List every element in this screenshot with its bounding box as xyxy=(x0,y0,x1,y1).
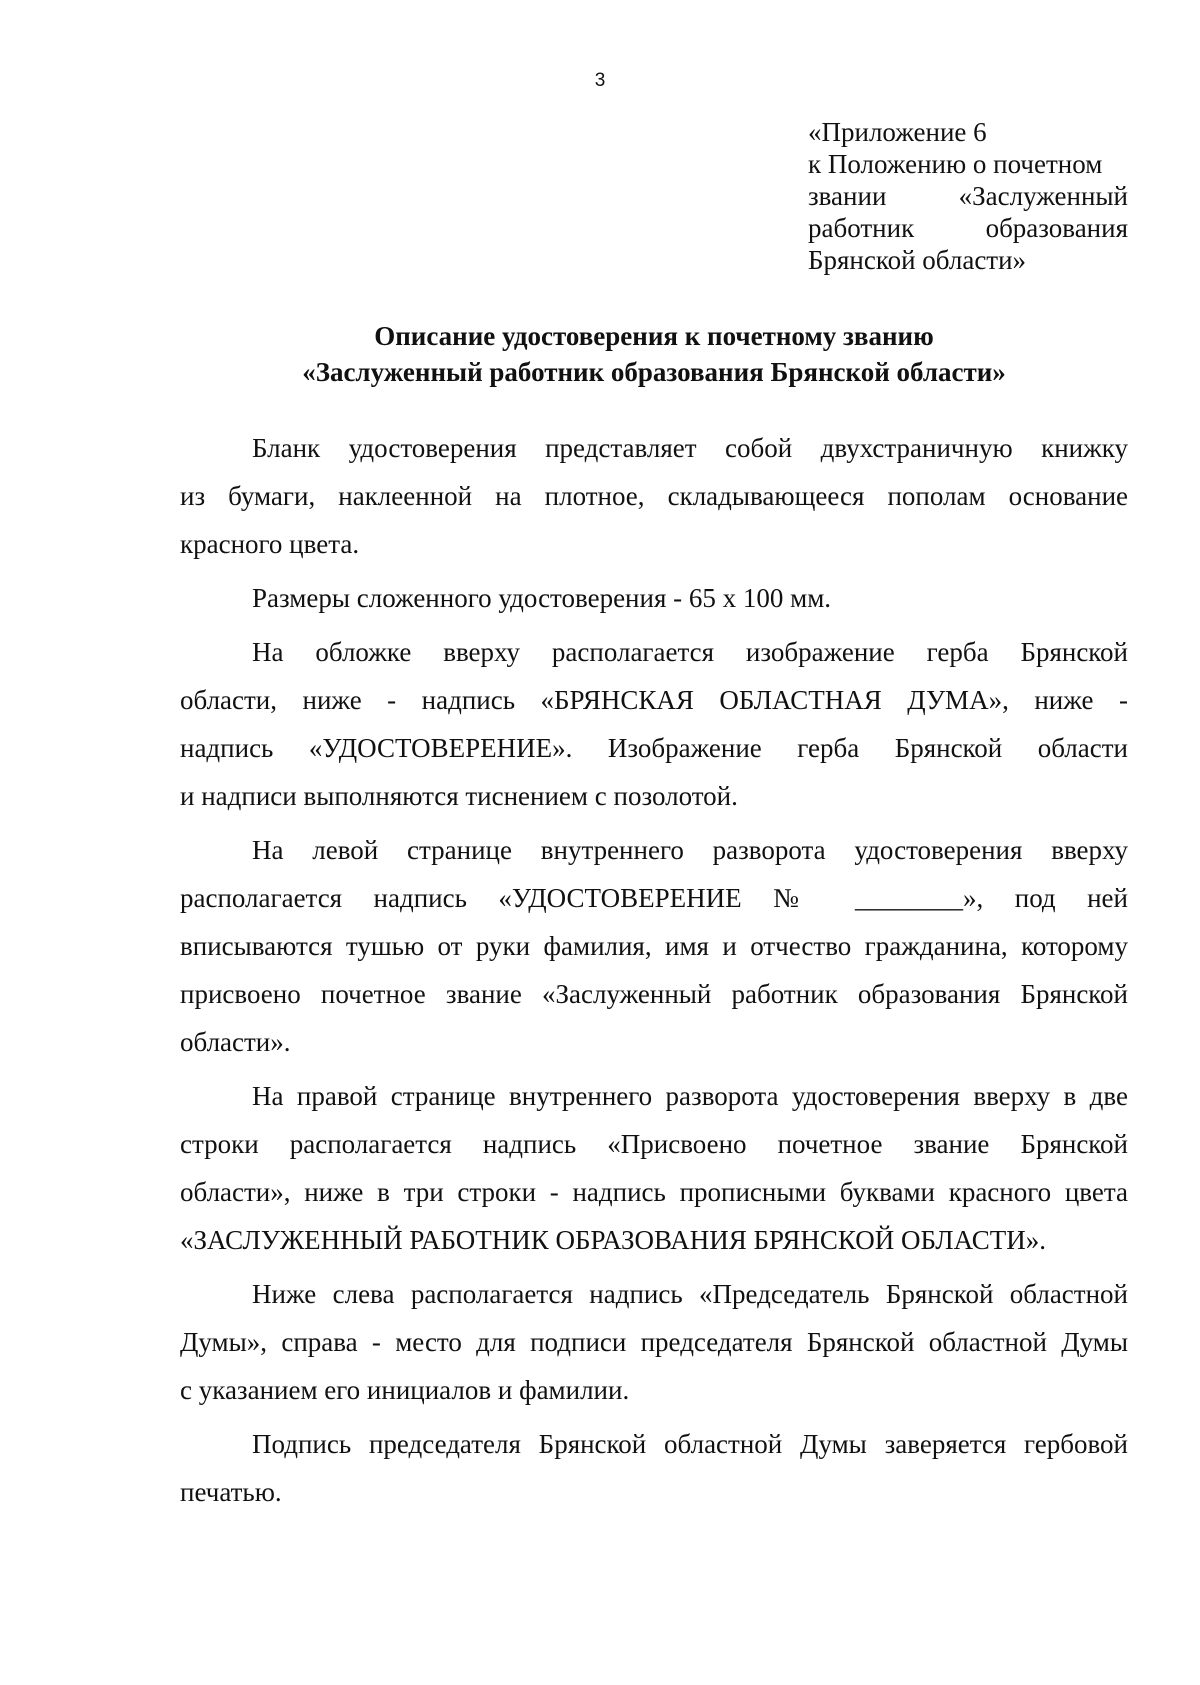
text-line: Размеры сложенного удостоверения - 65 х 100 мм. xyxy=(252,583,832,613)
text-line: Бланк удостоверения представляет собой двухстраничную книжку xyxy=(252,433,1128,463)
text-line: На левой странице внутреннего разворота удостоверения вверху xyxy=(252,835,1128,865)
text-line: На обложке вверху располагается изображение герба Брянской xyxy=(252,637,1128,667)
paragraph-blank-description xyxy=(180,424,1128,568)
text-line: и надписи выполняются тиснением с позолотой. xyxy=(180,781,738,811)
text-line: присвоено почетное звание «Заслуженный работник образования Брянской xyxy=(180,979,1128,1009)
paragraph-left-page xyxy=(180,826,1128,1066)
appendix-header xyxy=(808,116,1128,276)
paragraph-dimensions xyxy=(180,574,1128,622)
text-line: строки располагается надпись «Присвоено почетное звание Брянской xyxy=(180,1129,1128,1159)
appendix-line: звании «Заслуженный xyxy=(808,181,1128,211)
text-line: с указанием его инициалов и фамилии. xyxy=(180,1375,630,1405)
text-line: красного цвета. xyxy=(180,529,360,559)
appendix-line: Брянской области» xyxy=(808,245,1027,275)
text-line: области». xyxy=(180,1027,291,1057)
text-line: «ЗАСЛУЖЕННЫЙ РАБОТНИК ОБРАЗОВАНИЯ БРЯНСКОЙ ОБЛАСТИ». xyxy=(180,1225,1046,1255)
document-body xyxy=(180,424,1128,1522)
title-line: «Заслуженный работник образования Брянской области» xyxy=(302,357,1006,387)
appendix-line: к Положению о почетном xyxy=(808,149,1103,179)
paragraph-cover xyxy=(180,628,1128,820)
text-line: надпись «УДОСТОВЕРЕНИЕ». Изображение герба Брянской области xyxy=(180,733,1128,763)
document-title xyxy=(180,318,1128,390)
paragraph-chairman xyxy=(180,1270,1128,1414)
text-line: располагается надпись «УДОСТОВЕРЕНИЕ № ________», под ней xyxy=(180,883,1128,913)
paragraph-right-page xyxy=(180,1072,1128,1264)
title-line: Описание удостоверения к почетному званию xyxy=(374,321,934,351)
text-line: области, ниже - надпись «БРЯНСКАЯ ОБЛАСТНАЯ ДУМА», ниже - xyxy=(180,685,1128,715)
text-line: вписываются тушью от руки фамилия, имя и отчество гражданина, которому xyxy=(180,931,1128,961)
text-line: печатью. xyxy=(180,1477,282,1507)
appendix-line: «Приложение 6 xyxy=(808,117,987,147)
text-line: Ниже слева располагается надпись «Председатель Брянской областной xyxy=(252,1279,1128,1309)
text-line: из бумаги, наклеенной на плотное, складывающееся пополам основание xyxy=(180,481,1128,511)
page-number: 3 xyxy=(594,70,606,91)
text-line: На правой странице внутреннего разворота удостоверения вверху в две xyxy=(252,1081,1128,1111)
text-line: Подпись председателя Брянской областной Думы заверяется гербовой xyxy=(252,1429,1128,1459)
text-line: Думы», справа - место для подписи председателя Брянской областной Думы xyxy=(180,1327,1128,1357)
text-line: области», ниже в три строки - надпись прописными буквами красного цвета xyxy=(180,1177,1128,1207)
appendix-line: работник образования xyxy=(808,213,1128,243)
paragraph-seal xyxy=(180,1420,1128,1516)
